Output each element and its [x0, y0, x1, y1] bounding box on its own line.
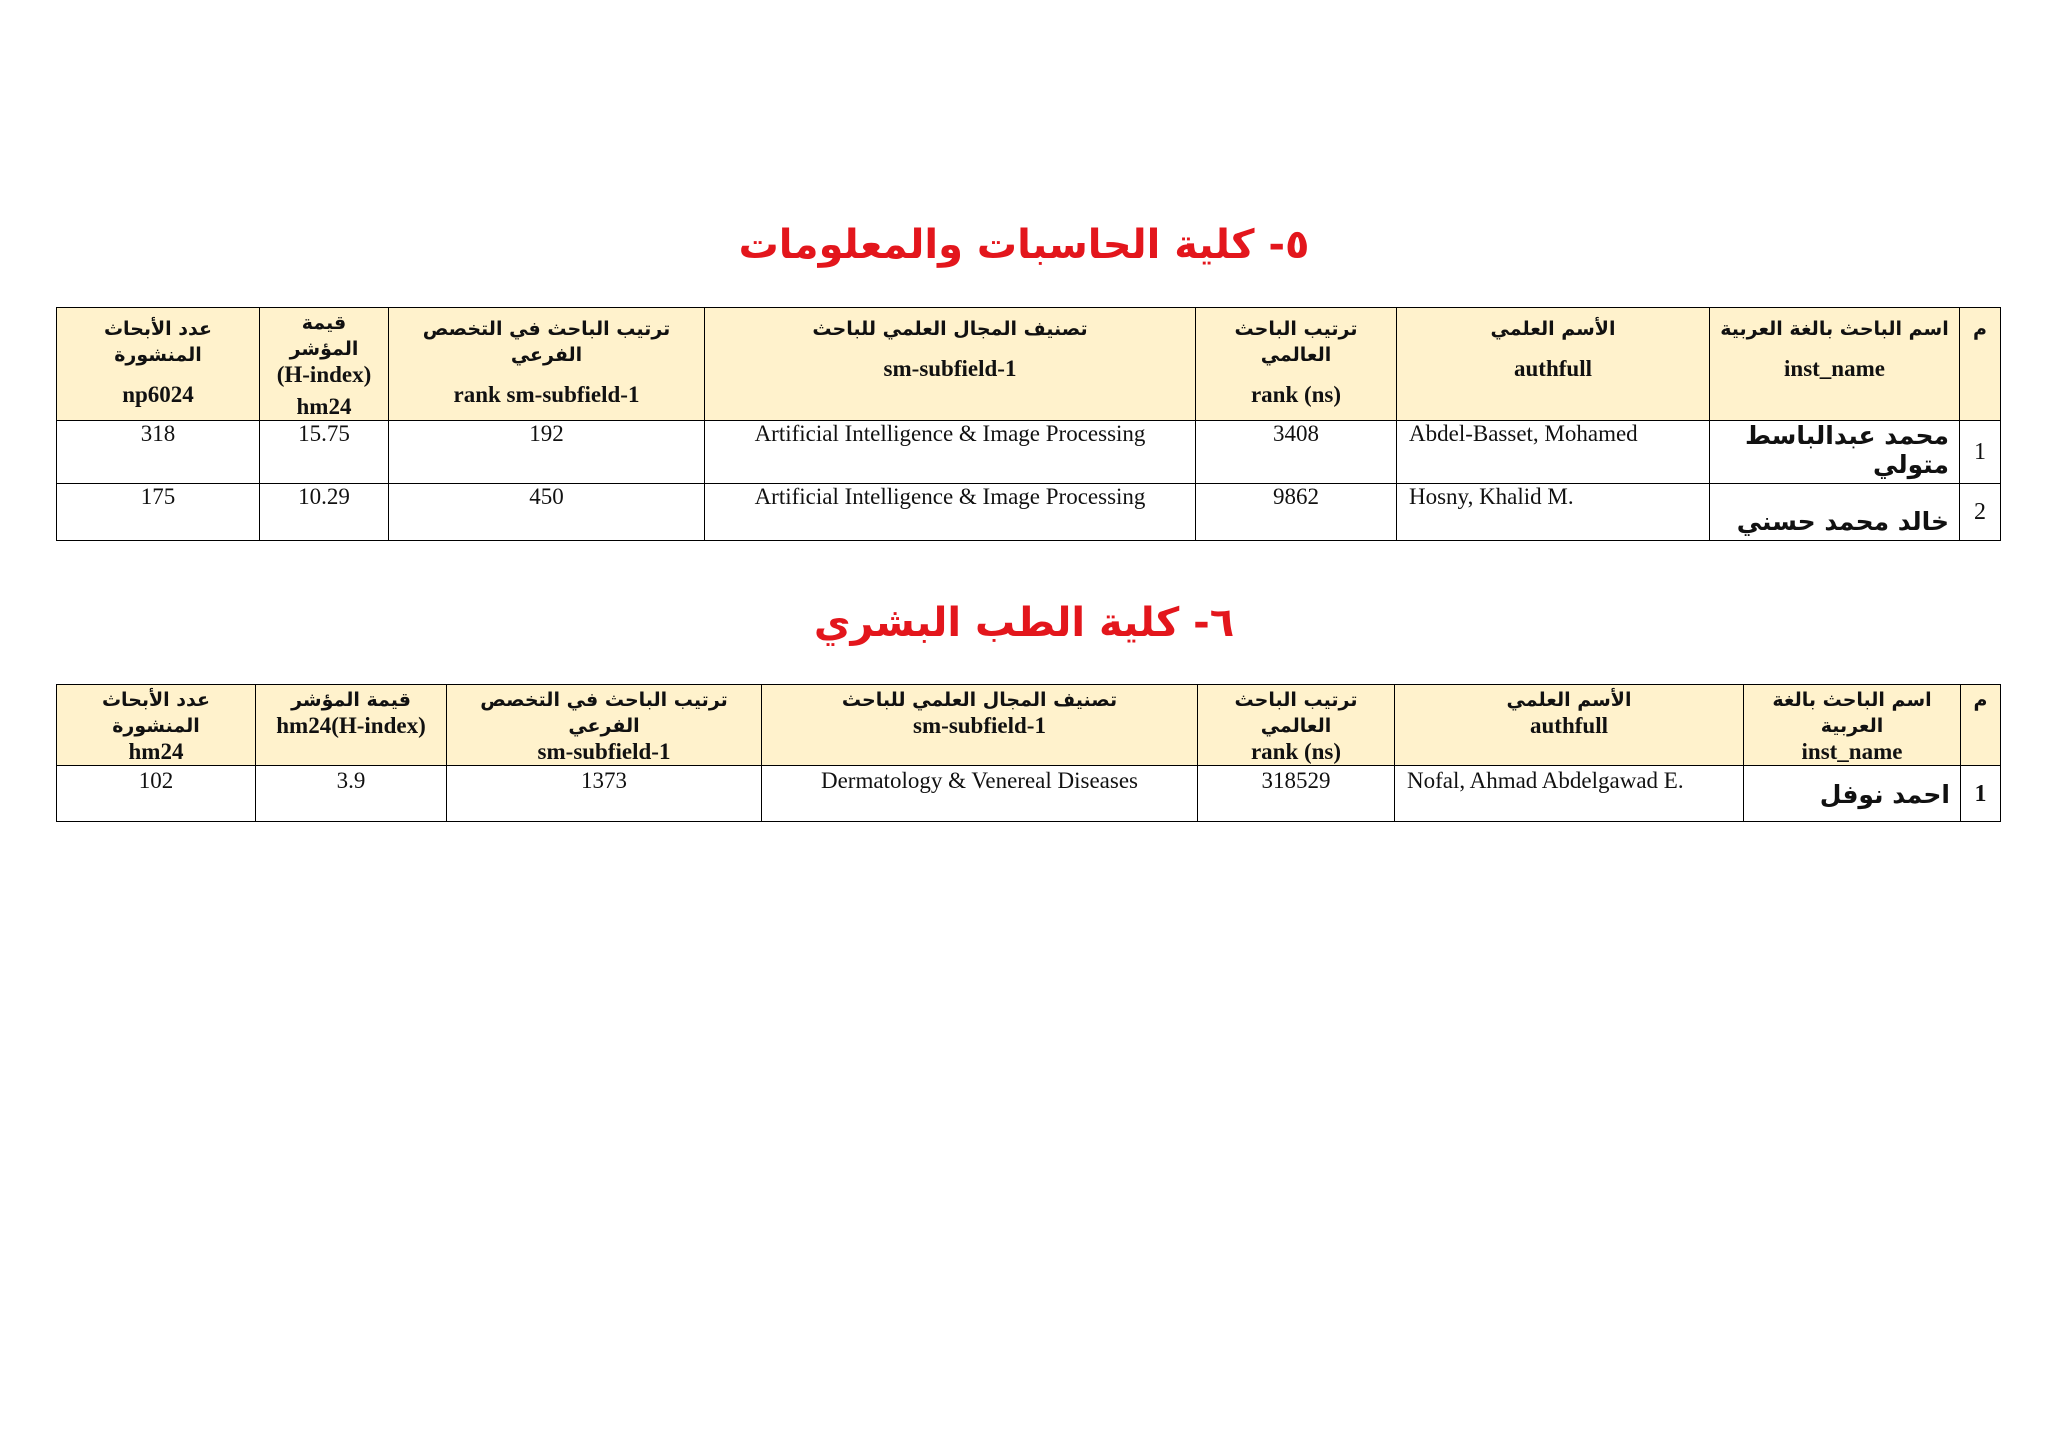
cell-np: 102: [57, 766, 256, 822]
header-label-ar: تصنيف المجال العلمي للباحث: [841, 689, 1118, 711]
header-label-ar: اسم الباحث بالغة العربية: [1772, 689, 1932, 737]
cell-rank-subfield: 1373: [447, 766, 762, 822]
table-row: [57, 421, 2001, 484]
cell-authfull: Hosny, Khalid M.: [1397, 484, 1710, 541]
header-label-ar: م: [1973, 689, 1988, 711]
header-label-en: authfull: [1530, 713, 1608, 738]
cell-rank-subfield: 192: [389, 421, 705, 484]
header-label-ar: قيمة المؤشر: [289, 312, 359, 360]
table-header-row: [57, 308, 2001, 421]
cell-index: 1: [1961, 766, 2001, 822]
table-header-row: [57, 685, 2001, 766]
header-authfull: [1397, 308, 1710, 421]
cell-subfield: Artificial Intelligence & Image Processing: [705, 484, 1196, 541]
header-index: [1961, 685, 2001, 766]
header-label-ar: ترتيب الباحث في التخصص الفرعي: [422, 318, 671, 366]
cell-index: 1: [1960, 421, 2001, 484]
section-title-computers: ٥- كلية الحاسبات والمعلومات: [738, 222, 1310, 268]
header-np: [57, 685, 256, 766]
cell-rank-ns: 318529: [1198, 766, 1395, 822]
header-hindex: [256, 685, 447, 766]
header-subfield: [705, 308, 1196, 421]
header-rank-ns: [1196, 308, 1397, 421]
header-rank-subfield: [389, 308, 705, 421]
header-label-ar: عدد الأبحاث المنشورة: [101, 689, 211, 737]
cell-hindex: 3.9: [256, 766, 447, 822]
header-label-en: hm24: [296, 394, 352, 419]
header-np: [57, 308, 260, 421]
cell-inst-name: خالد محمد حسني: [1710, 484, 1960, 541]
header-label-en: sm-subfield-1: [913, 713, 1046, 738]
header-label-ar: ترتيب الباحث العالمي: [1234, 689, 1358, 737]
cell-rank-ns: 3408: [1196, 421, 1397, 484]
cell-index: 2: [1960, 484, 2001, 541]
header-label-en: sm-subfield-1: [883, 356, 1017, 381]
header-rank-subfield: [447, 685, 762, 766]
cell-inst-name: احمد نوفل: [1744, 766, 1961, 822]
cell-authfull: Abdel-Basset, Mohamed: [1397, 421, 1710, 484]
header-label-en: authfull: [1514, 356, 1592, 381]
header-label-en: hm24: [128, 739, 184, 764]
cell-subfield: Dermatology & Venereal Diseases: [762, 766, 1198, 822]
header-label-en: inst_name: [1784, 356, 1885, 381]
header-authfull: [1395, 685, 1744, 766]
header-label-en: inst_name: [1801, 739, 1903, 764]
section-title-medicine: ٦- كلية الطب البشري: [813, 600, 1235, 646]
header-label-ar: اسم الباحث بالغة العربية: [1720, 318, 1949, 340]
header-label-ar: عدد الأبحاث المنشورة: [103, 318, 213, 366]
cell-hindex: 10.29: [260, 484, 389, 541]
cell-hindex: 15.75: [260, 421, 389, 484]
cell-rank-ns: 9862: [1196, 484, 1397, 541]
header-label-ar: الأسم العلمي: [1506, 689, 1632, 711]
header-label-ar: قيمة المؤشر: [291, 689, 411, 711]
header-index: [1960, 308, 2001, 421]
cell-subfield: Artificial Intelligence & Image Processing: [705, 421, 1196, 484]
table-row: [57, 766, 2001, 822]
header-inst-name: [1744, 685, 1961, 766]
cell-inst-name: محمد عبدالباسط متولي: [1710, 421, 1960, 484]
researchers-table-medicine: [56, 684, 2001, 822]
cell-authfull: Nofal, Ahmad Abdelgawad E.: [1395, 766, 1744, 822]
table-row: [57, 484, 2001, 541]
header-label-en: np6024: [122, 382, 194, 407]
header-rank-ns: [1198, 685, 1395, 766]
cell-rank-subfield: 450: [389, 484, 705, 541]
header-label-en: hm24(H-index): [276, 713, 426, 738]
header-label-en: sm-subfield-1: [537, 739, 671, 764]
header-hindex: [260, 308, 389, 421]
header-inst-name: [1710, 308, 1960, 421]
header-label-ar: الأسم العلمي: [1490, 318, 1616, 340]
header-subfield: [762, 685, 1198, 766]
researchers-table-computers: [56, 307, 2001, 541]
header-label-en-2: (H-index): [276, 362, 372, 387]
header-label-en: rank sm-subfield-1: [453, 382, 640, 407]
header-label-ar: تصنيف المجال العلمي للباحث: [812, 318, 1088, 340]
header-label-en: rank (ns): [1250, 382, 1342, 407]
cell-np: 175: [57, 484, 260, 541]
header-label-ar: م: [1973, 318, 1987, 340]
header-label-en: rank (ns): [1250, 739, 1342, 764]
header-label-ar: ترتيب الباحث العالمي: [1234, 318, 1358, 366]
header-label-ar: ترتيب الباحث في التخصص الفرعي: [480, 689, 728, 737]
cell-np: 318: [57, 421, 260, 484]
